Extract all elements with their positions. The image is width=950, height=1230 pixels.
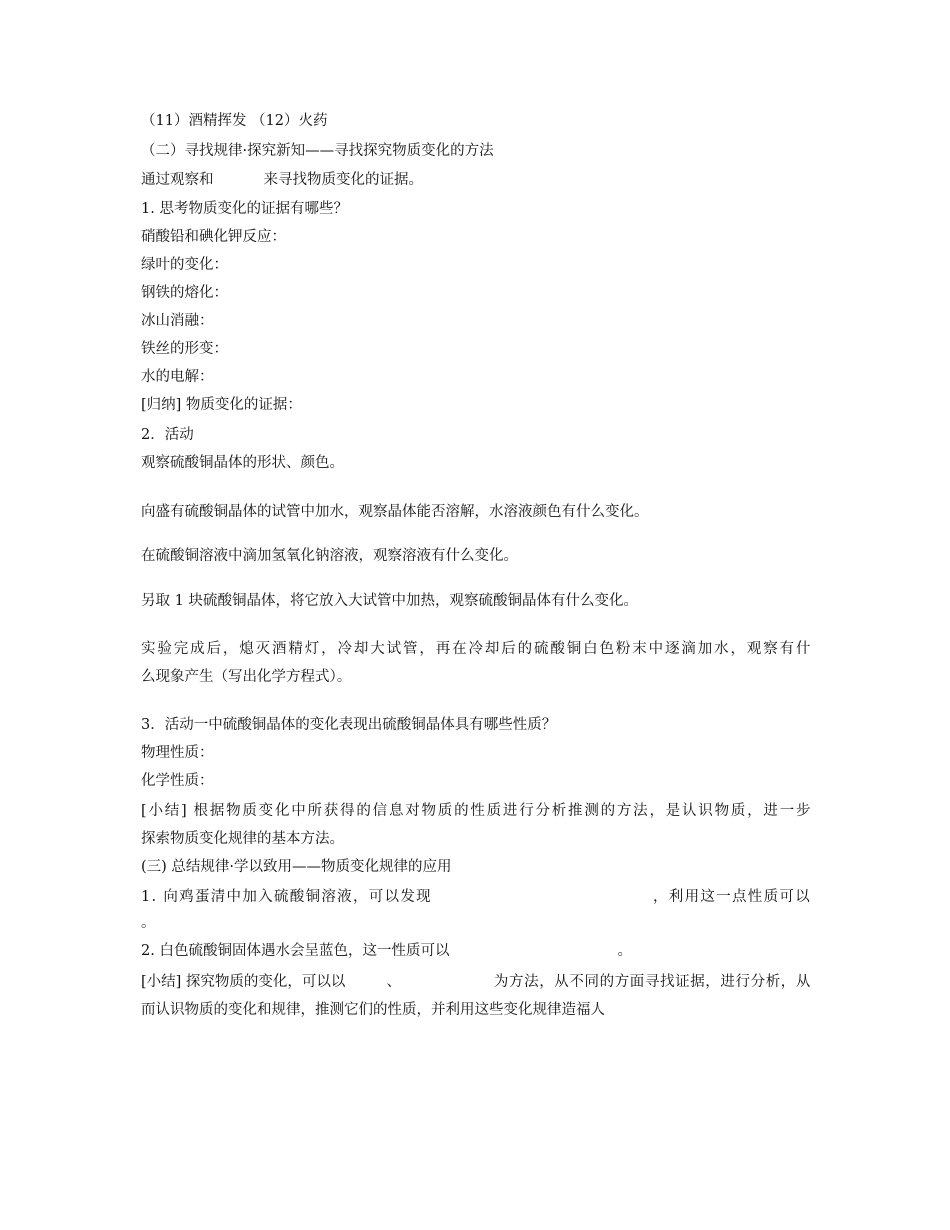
line-part: 1. 向鸡蛋清中加入硫酸铜溶液，可以发现 [141,889,432,905]
paragraph: 向盛有硫酸铜晶体的试管中加水，观察晶体能否溶解，水溶液颜色有什么变化。 [141,504,649,520]
fill-blank-line-summary [141,972,811,992]
list-item: 化学性质： [141,773,214,789]
activity-heading: 2．活动 [141,427,194,443]
list-item: 物理性质： [141,745,214,761]
paragraph: 观察硫酸铜晶体的形状、颜色。 [141,455,344,471]
line-part: 2. 白色硫酸铜固体遇水会呈蓝色，这一性质可以 [141,943,450,959]
text-line-items-11-12: （11）酒精挥发 （12）火药 [141,113,328,129]
paragraph-line: 。 [141,915,156,931]
fill-blank-line-copper [141,941,632,961]
summary-line: 探索物质变化规律的基本方法。 [141,831,344,847]
list-item: 水的电解： [141,369,214,385]
list-item: 冰山消融： [141,313,214,329]
list-item: 绿叶的变化： [141,257,228,273]
list-item: 铁丝的形变： [141,341,228,357]
paragraph: 在硫酸铜溶液中滴加氢氧化钠溶液，观察溶液有什么变化。 [141,548,518,564]
summary-line: [归纳] 物质变化的证据： [141,397,302,413]
fill-blank-line-observe [141,170,423,190]
line-part: 。 [617,943,632,959]
list-item: 钢铁的熔化： [141,285,228,301]
paragraph: 另取 1 块硫酸铜晶体，将它放入大试管中加热，观察硫酸铜晶体有什么变化。 [141,593,638,609]
line-part: 、 [386,974,401,990]
summary-line: [小结] 根据物质变化中所获得的信息对物质的性质进行分析推测的方法，是认识物质，进一步 [141,803,811,819]
paragraph-line: 而认识物质的变化和规律，推测它们的性质，并利用这些变化规律造福人 [141,1002,605,1018]
line-part: 通过观察和 [141,172,214,188]
line-part: ，利用这一点性质可以 [653,889,811,905]
line-part: 来寻找物质变化的证据。 [263,172,423,188]
fill-blank-line-egg [141,887,811,907]
paragraph-line: 么现象产生（写出化学方程式）。 [141,669,352,685]
line-part: [小结] 探究物质的变化，可以以 [141,974,346,990]
paragraph-line: 实验完成后，熄灭酒精灯，冷却大试管，再在冷却后的硫酸铜白色粉末中逐滴加水，观察有什 [141,641,811,657]
list-item: 硝酸铅和碘化钾反应： [141,229,286,245]
line-part: 为方法，从不同的方面寻找证据，进行分析，从 [493,974,811,990]
question-1: 1. 思考物质变化的证据有哪些？ [141,201,348,217]
question-3: 3．活动一中硫酸铜晶体的变化表现出硫酸铜晶体具有哪些性质？ [141,717,557,733]
section-heading-3: (三) 总结规律·学以致用——物质变化规律的应用 [141,859,452,875]
section-heading-2: （二）寻找规律·探究新知——寻找探究物质变化的方法 [141,143,494,159]
